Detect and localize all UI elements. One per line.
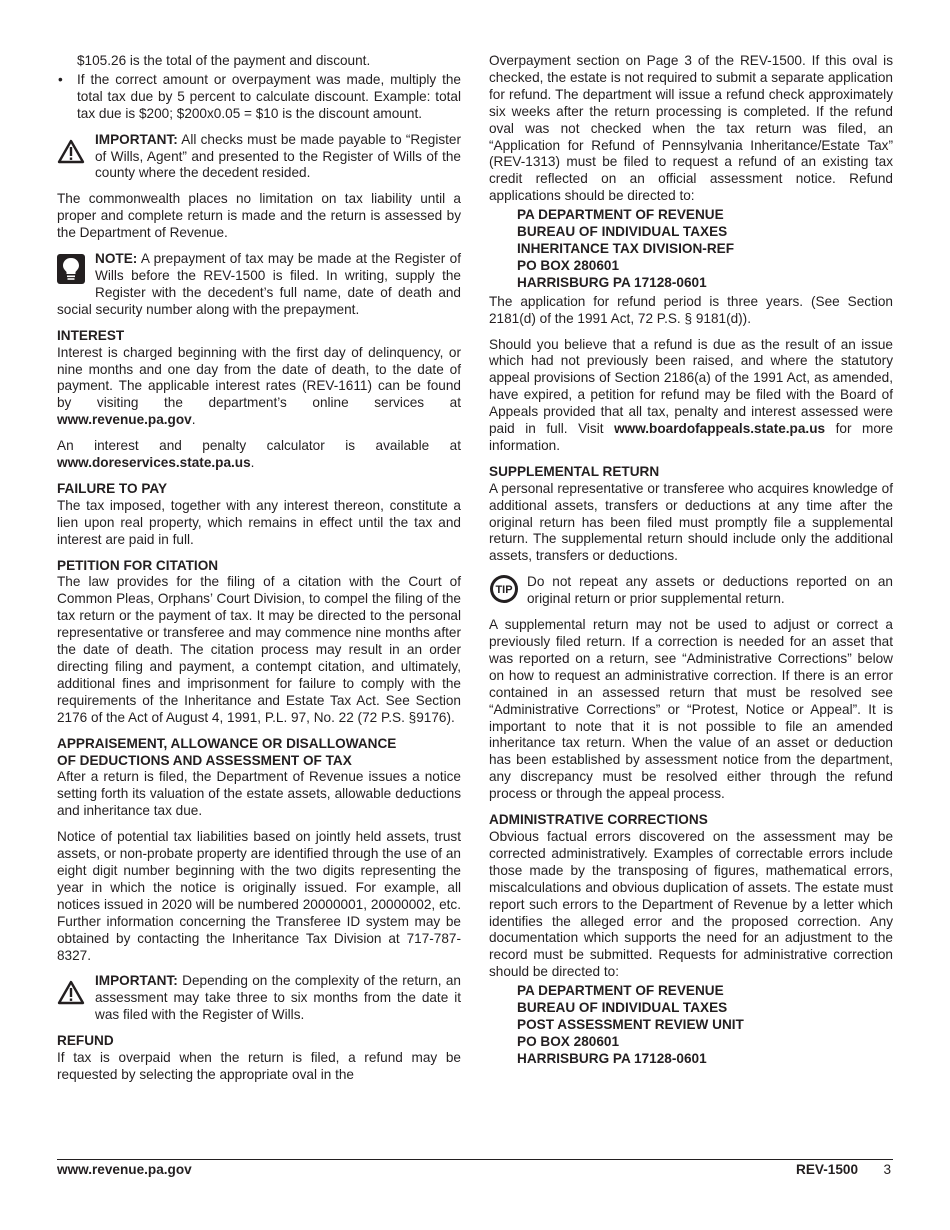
interest-paragraph [57, 345, 461, 430]
appeal-end: for more information. [489, 421, 894, 453]
boardofappeals-link[interactable]: www.boardofappeals.state.pa.us [614, 421, 826, 437]
address-line: PA DEPARTMENT OF REVENUE [517, 983, 724, 999]
calculator-text: An interest and penalty calculator is available at [57, 438, 461, 454]
interest-text: Interest is charged beginning with the first day of delinquency, or nine months and one day from the date of death, to the date of payment. The applicable interest rates (REV-1611) can be found by visiting the department’s online services at [57, 344, 461, 411]
supplemental-heading: SUPPLEMENTAL RETURN [489, 463, 660, 479]
appeal-paragraph [489, 337, 893, 455]
left-column [57, 53, 461, 1093]
address-line: PA DEPARTMENT OF REVENUE [517, 207, 724, 223]
discount-bullet [57, 72, 461, 123]
citation-paragraph: The law provides for the filing of a citation with the Court of Common Pleas, Orphans’ Court Division, to compel the filing of the tax return or the payment of tax. It may be directed to the personal representative or transferee and may commence nine months after the date of death. The citation process may result in an order directing filing and payment, a contempt citation, and ultimately, additional fines and imprisonment for failure to comply with the requirements of the Inheritance and Estate Tax Act. See Section 2176 of the Act of August 4, 1991, P.L. 97, No. 22 (72 P.S. §9176). [57, 574, 461, 725]
citation-heading: PETITION FOR CITATION [57, 557, 219, 573]
doreservices-link[interactable]: www.doreservices.state.pa.us [57, 455, 251, 471]
address-line: HARRISBURG PA 17128-0601 [517, 274, 707, 290]
right-column [489, 53, 893, 1070]
address-line: BUREAU OF INDIVIDUAL TAXES [517, 224, 728, 240]
appraisement-heading-1: APPRAISEMENT, ALLOWANCE OR DISALLOWANCE [57, 735, 397, 751]
address-line: BUREAU OF INDIVIDUAL TAXES [517, 1000, 728, 1016]
refund-heading: REFUND [57, 1033, 114, 1049]
revenue-link[interactable]: www.revenue.pa.gov [57, 412, 192, 428]
appeal-text: Should you believe that a refund is due as the result of an issue which had not previously been raised, and where the statutory appeal provisions of Section 2186(a) of the 1991 Act, as amended, have expired, a petition for refund may be filed with the Board of Appeals provided that all tax, penalty and interest assessed were paid in full. Visit [489, 336, 893, 437]
page-number: 3 [883, 1162, 891, 1177]
address-line: HARRISBURG PA 17128-0601 [517, 1050, 707, 1066]
warning-icon [57, 134, 85, 166]
discount-total-line: $105.26 is the total of the payment and discount. [77, 53, 371, 68]
bullet-dot: • [58, 71, 63, 87]
appraisement-paragraph-1: After a return is filed, the Department of Revenue issues a notice setting forth its valuation of the estate assets, allowable deductions and inheritance tax due. [57, 769, 461, 819]
important-callout-assessment [57, 973, 461, 1024]
supplemental-paragraph-2: A supplemental return may not be used to adjust or correct a previously filed return. If a correction is needed for an asset that was reported on a return, see “Administrative Corrections” below on how to request an administrative correction. If there is an error contained in an assessed return that must be resolved see “Administrative Corrections” or “Protest, Notice or Appeal”. It is important to note that it is not possible to file an amended inheritance tax return. When the value of an asset or deduction has been established by assessment notice from the department, any discrepancy must be resolved either through the refund process or through the appeal process. [489, 617, 893, 802]
important-text: Depending on the complexity of the return, an assessment may take three to six months from the date it was filed with the Register of Wills. [95, 973, 461, 1023]
refund-period-paragraph: The application for refund period is three years. (See Section 2181(d) of the 1991 Act, 72 P.S. § 9181(d)). [489, 293, 893, 326]
warning-icon [57, 975, 85, 1007]
address-line: POST ASSESSMENT REVIEW UNIT [517, 1016, 744, 1032]
appraisement-heading-2: OF DEDUCTIONS AND ASSESSMENT OF TAX [57, 752, 352, 768]
note-text: A prepayment of tax may be made at the Register of Wills before the REV-1500 is filed. In writing, supply the Register with the decedent’s full name, date of death and social security number along with the prepayment. [57, 251, 461, 317]
admin-address [489, 983, 893, 1068]
important-label: IMPORTANT: [95, 131, 178, 147]
tip-icon-label: TIP [495, 584, 513, 597]
footer-form-number: REV-1500 [796, 1162, 858, 1177]
admin-paragraph: Obvious factual errors discovered on the assessment may be corrected administratively. Examples of correctable errors include those made by the transposing of figures, mathematical errors, miscalculations and obvious duplication of assets. The estate must report such errors to the Department of Revenue by a letter which identifies the alleged error and the proposed correction. Any documentation which supports the need for an adjustment to the record must be submitted. Requests for administrative correction should be directed to: [489, 828, 893, 980]
refund-continuation: Overpayment section on Page 3 of the REV-1500. If this oval is checked, the estate is not required to submit a separate application for refund. The department will issue a refund check approximately six weeks after the return processing is completed. If the refund oval was not checked when the tax return was filed, an “Application for Refund of Pennsylvania Inheritance/Estate Tax” (REV-1313) must be filed to request a refund of an existing tax credit reflected on an official assessment notice. Refund applications should be directed to: [489, 53, 893, 204]
important-text: All checks must be made payable to “Register of Wills, Agent” and presented to the Register of Wills of the county where the decedent resided. [95, 131, 461, 181]
footer-url[interactable]: www.revenue.pa.gov [57, 1162, 192, 1177]
limitation-paragraph: The commonwealth places no limitation on tax liability until a proper and complete return is made and the return is assessed by the Department of Revenue. [57, 191, 461, 241]
appraisement-paragraph-2: Notice of potential tax liabilities based on jointly held assets, trust assets, or non-probate property are identified through the use of an eight digit number beginning with the two digits representing the year in which the notice is originally issued. For example, all notices issued in 2020 will be numbered 20000001, 20000002, etc. Further information concerning the Transferee ID system may be obtained by contacting the Inheritance Tax Division at 717-787-8327. [57, 829, 461, 963]
address-line: INHERITANCE TAX DIVISION-REF [517, 240, 735, 256]
failure-heading: FAILURE TO PAY [57, 480, 168, 496]
lightbulb-icon [57, 253, 85, 285]
calculator-end: . [250, 455, 255, 471]
important-callout-checks [57, 132, 461, 183]
interest-heading: INTEREST [57, 327, 125, 343]
address-line: PO BOX 280601 [517, 257, 620, 273]
tip-icon [489, 574, 519, 604]
admin-heading: ADMINISTRATIVE CORRECTIONS [489, 812, 708, 828]
address-line: PO BOX 280601 [517, 1033, 620, 1049]
supplemental-paragraph-1: A personal representative or transferee who acquires knowledge of additional assets, transfers or deductions at any time after the original return has been filed must promptly file a supplemental return. The supplemental return should include only the additional assets, transfers or deductions. [489, 480, 893, 564]
refund-address [489, 207, 893, 292]
refund-paragraph: If tax is overpaid when the return is filed, a refund may be requested by selecting the appropriate oval in the [57, 1050, 461, 1082]
footer-divider [57, 1159, 893, 1160]
important-label: IMPORTANT: [95, 973, 178, 989]
tip-callout [489, 574, 893, 608]
interest-end: . [191, 412, 196, 428]
failure-paragraph: The tax imposed, together with any interest thereon, constitute a lien upon real property, which remains in effect until the tax and interest are paid in full. [57, 497, 461, 547]
note-callout [57, 251, 461, 319]
calculator-paragraph [57, 438, 461, 472]
note-label: NOTE: [95, 251, 138, 267]
tip-text: Do not repeat any assets or deductions reported on an original return or prior supplemental return. [527, 574, 893, 607]
bullet-text: If the correct amount or overpayment was made, multiply the total tax due by 5 percent to calculate discount. Example: total tax due is $200; $200x0.05 = $10 is the discount amount. [77, 71, 461, 121]
